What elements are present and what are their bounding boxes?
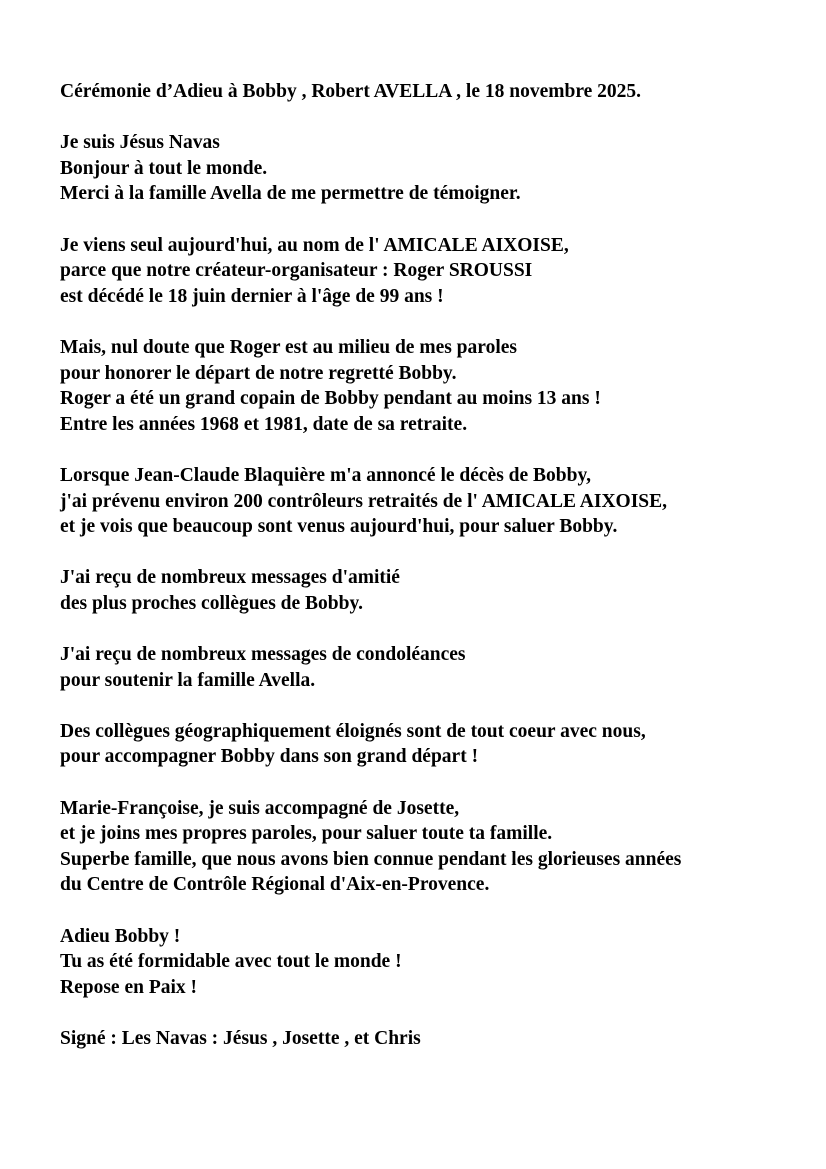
paragraph — [60, 463, 774, 540]
paragraph — [60, 642, 774, 693]
paragraph — [60, 796, 774, 898]
paragraph — [60, 565, 774, 616]
paragraph — [60, 233, 774, 310]
paragraph — [60, 924, 774, 1001]
text-line: pour soutenir la famille Avella. — [60, 669, 316, 691]
text-line: Je suis Jésus Navas — [60, 132, 220, 154]
text-line: J'ai reçu de nombreux messages de condoléances — [60, 644, 466, 666]
text-line: Marie-Françoise, je suis accompagné de Josette, — [60, 797, 460, 819]
text-line: Entre les années 1968 et 1981, date de sa retraite. — [60, 413, 468, 435]
text-line: est décédé le 18 juin dernier à l'âge de 99 ans ! — [60, 285, 444, 307]
text-line: pour honorer le départ de notre regretté Bobby. — [60, 362, 457, 384]
text-line: Merci à la famille Avella de me permettre de témoigner. — [60, 183, 521, 205]
text-line: Tu as été formidable avec tout le monde ! — [60, 951, 402, 973]
text-line: Lorsque Jean-Claude Blaquière m'a annoncé le décès de Bobby, — [60, 464, 592, 486]
text-line: et je joins mes propres paroles, pour saluer toute ta famille. — [60, 823, 553, 845]
text-line: Mais, nul doute que Roger est au milieu de mes paroles — [60, 336, 517, 358]
text-line: parce que notre créateur-organisateur : Roger SROUSSI — [60, 260, 533, 282]
text-line: des plus proches collègues de Bobby. — [60, 592, 364, 614]
text-line: et je vois que beaucoup sont venus aujourd'hui, pour saluer Bobby. — [60, 516, 618, 538]
document-body — [60, 130, 774, 1051]
text-line: du Centre de Contrôle Régional d'Aix-en-Provence. — [60, 874, 490, 896]
text-line: Adieu Bobby ! — [60, 925, 181, 947]
document-title: Cérémonie d’Adieu à Bobby , Robert AVELLA , le 18 novembre 2025. — [60, 81, 642, 102]
paragraph — [60, 335, 774, 437]
paragraph — [60, 130, 774, 207]
text-line: Repose en Paix ! — [60, 976, 198, 998]
paragraph — [60, 719, 774, 770]
text-line: Roger a été un grand copain de Bobby pendant au moins 13 ans ! — [60, 388, 601, 410]
text-line: J'ai reçu de nombreux messages d'amitié — [60, 567, 400, 589]
paragraph — [60, 1026, 774, 1052]
text-line: Signé : Les Navas : Jésus , Josette , et Chris — [60, 1027, 421, 1049]
text-line: Superbe famille, que nous avons bien connue pendant les glorieuses années — [60, 848, 682, 870]
text-line: Des collègues géographiquement éloignés sont de tout coeur avec nous, — [60, 720, 646, 742]
text-line: Bonjour à tout le monde. — [60, 157, 268, 179]
text-line: j'ai prévenu environ 200 contrôleurs retraités de l' AMICALE AIXOISE, — [60, 490, 668, 512]
text-line: pour accompagner Bobby dans son grand départ ! — [60, 746, 479, 768]
text-line: Je viens seul aujourd'hui, au nom de l' AMICALE AIXOISE, — [60, 234, 569, 256]
